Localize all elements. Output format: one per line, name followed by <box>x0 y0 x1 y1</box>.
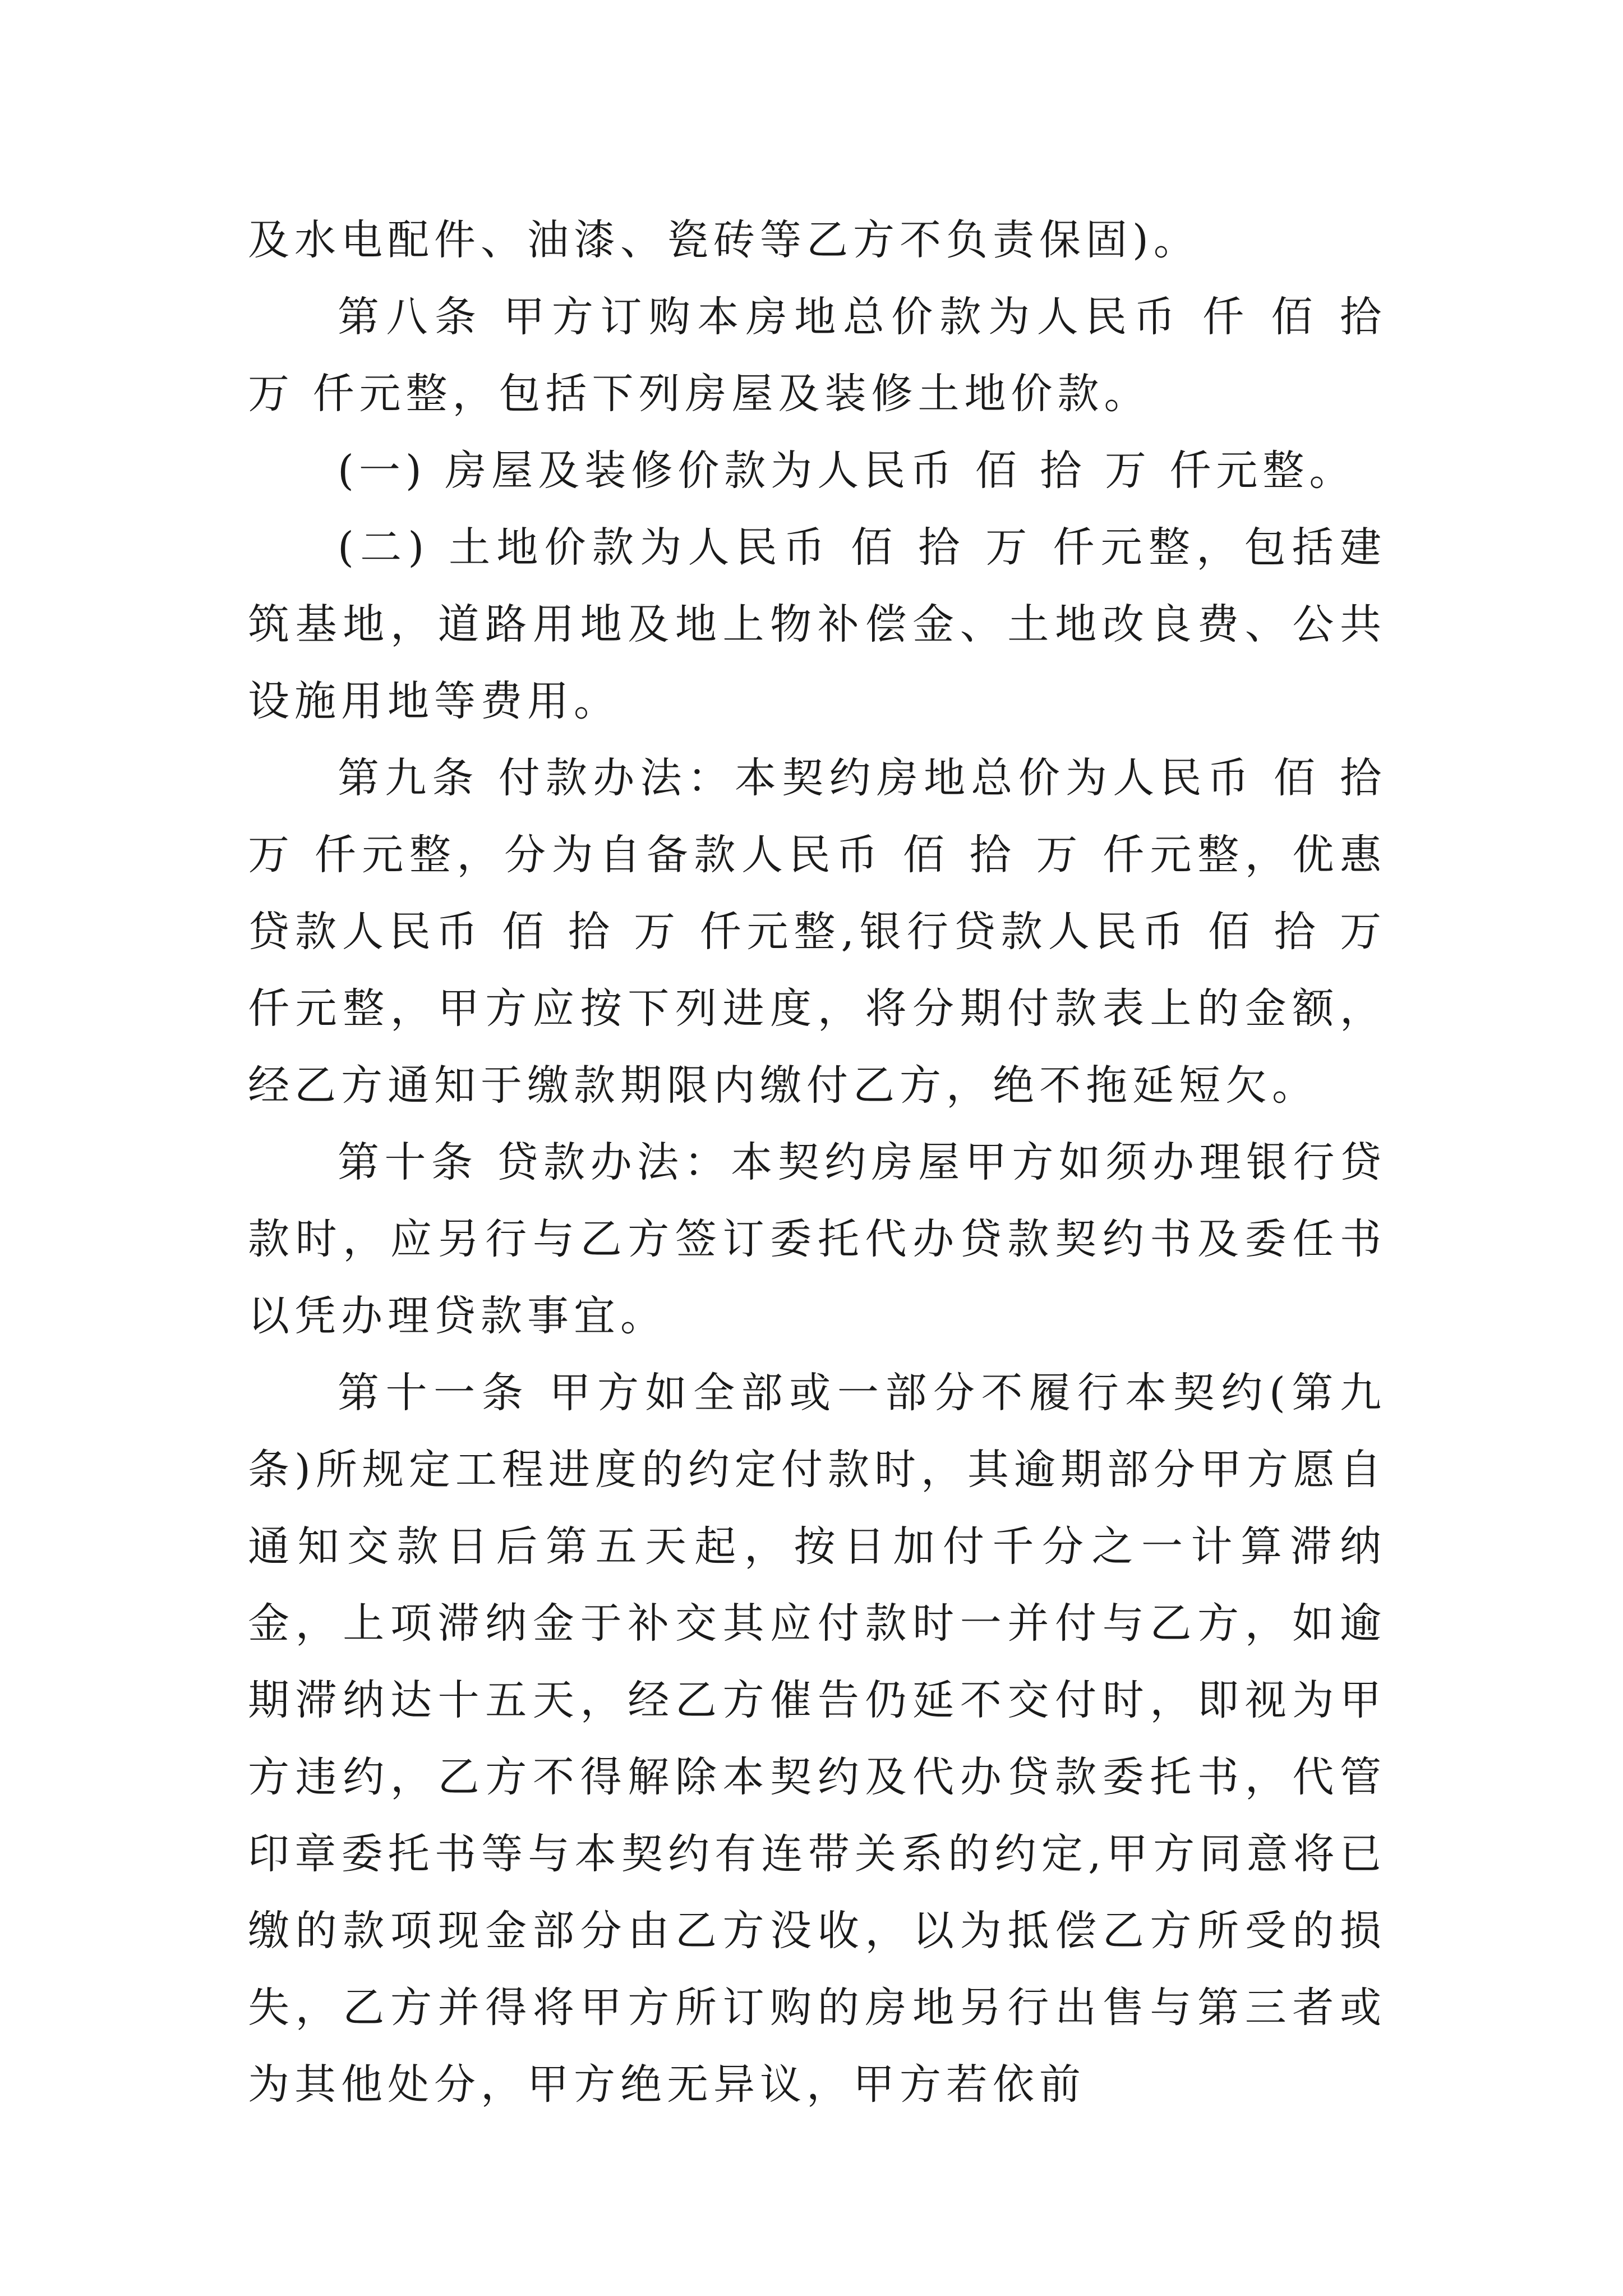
document-body <box>248 202 1386 2123</box>
paragraph-continuation: 及水电配件、油漆、瓷砖等乙方不负责保固)。 <box>248 216 1200 264</box>
paragraph-item-1: (一) 房屋及装修价款为人民币 佰 拾 万 仟元整。 <box>338 447 1356 495</box>
paragraph-article-9: 第九条 付款办法：本契约房地总价为人民币 佰 拾 万 仟元整，分为自备款人民币 佰 拾 万 仟元整，优惠贷款人民币 佰 拾 万 仟元整,银行贷款人民币 佰 拾 万 仟元整，甲方应按下列进度，将分期付款表上的金额，经乙方通知于缴款期限内缴付乙方，绝不拖延短欠。 <box>248 754 1386 1110</box>
paragraph-article-11: 第十一条 甲方如全部或一部分不履行本契约(第九条)所规定工程进度的约定付款时，其逾期部分甲方愿自通知交款日后第五天起，按日加付千分之一计算滞纳金，上项滞纳金于补交其应付款时一并付与乙方，如逾期滞纳达十五天，经乙方催告仍延不交付时，即视为甲方违约，乙方不得解除本契约及代办贷款委托书，代管印章委托书等与本契约有连带关系的约定,甲方同意将已缴的款项现金部分由乙方没收，以为抵偿乙方所受的损失，乙方并得将甲方所订购的房地另行出售与第三者或为其他处分，甲方绝无异议，甲方若依前 <box>248 1369 1386 2109</box>
paragraph-article-10: 第十条 贷款办法：本契约房屋甲方如须办理银行贷款时，应另行与乙方签订委托代办贷款契约书及委任书以凭办理贷款事宜。 <box>248 1138 1386 1340</box>
paragraph-article-8: 第八条 甲方订购本房地总价款为人民币 仟 佰 拾 万 仟元整，包括下列房屋及装修土地价款。 <box>248 293 1386 418</box>
paragraph-item-2: (二) 土地价款为人民币 佰 拾 万 仟元整，包括建筑基地，道路用地及地上物补偿金、土地改良费、公共设施用地等费用。 <box>248 523 1386 725</box>
